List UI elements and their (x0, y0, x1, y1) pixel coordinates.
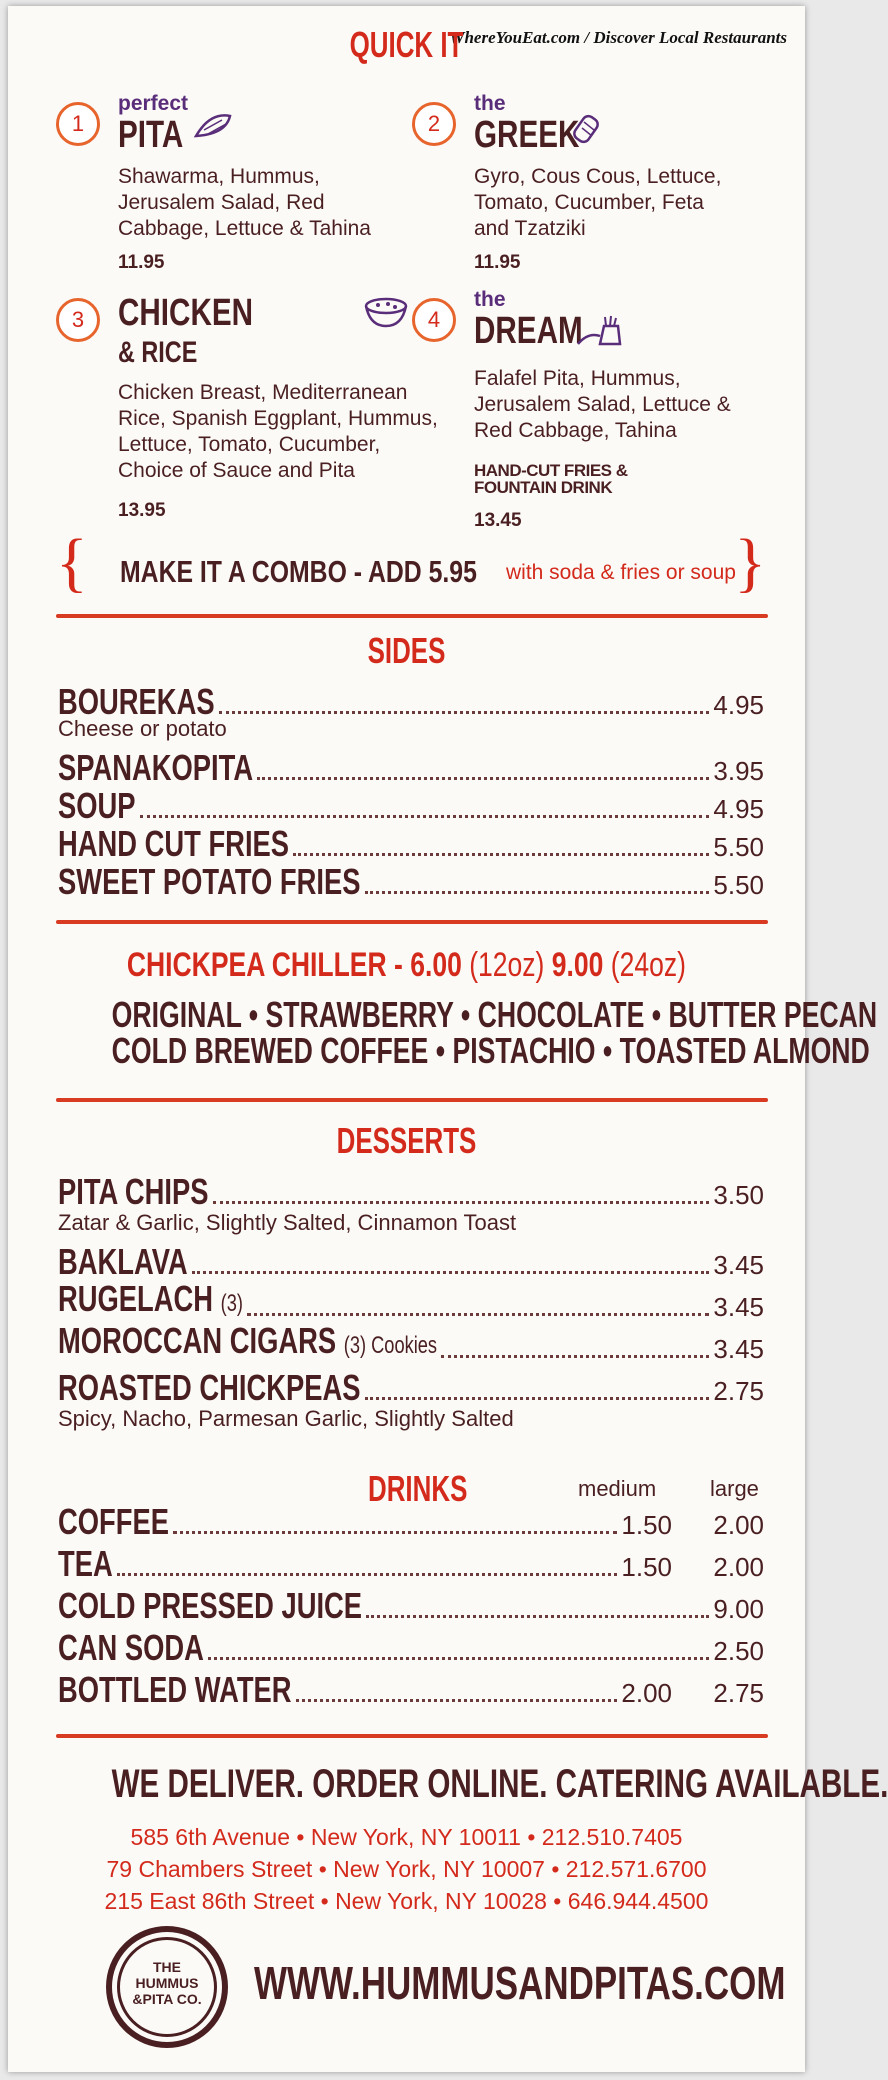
item-price: 13.95 (118, 500, 166, 521)
section-divider (56, 1734, 768, 1738)
chiller-flavors-line-1: ORIGINAL • STRAWBERRY • CHOCOLATE • BUTTER PECAN (111, 994, 878, 1035)
dot-leader (257, 777, 709, 780)
address-line: 79 Chambers Street • New York, NY 10007 • 212.571.6700 (106, 1856, 707, 1882)
price-medium: 1.50 (621, 1552, 672, 1582)
right-brace: } (734, 526, 766, 599)
item-number-badge: 1 (56, 102, 100, 146)
menu-row (58, 1241, 764, 1282)
item-name: DREAM (474, 310, 583, 352)
dot-leader (192, 1271, 710, 1274)
description-line: and Tzatziki (474, 217, 586, 240)
dot-leader (219, 711, 710, 714)
menu-row (58, 1501, 764, 1542)
menu-item-price: 3.45 (713, 1334, 764, 1364)
chiller-title-text: CHICKPEA CHILLER - 6.00 (126, 946, 462, 984)
extra-line: FOUNTAIN DRINK (474, 478, 613, 497)
menu-item-name (58, 861, 361, 902)
chiller-title (127, 946, 686, 985)
menu-item-label: BOTTLED WATER (58, 1669, 292, 1710)
menu-row (58, 1585, 764, 1626)
menu-item-note: (3) (220, 1290, 243, 1317)
description-line: Cabbage, Lettuce & Tahina (118, 217, 371, 240)
description-line: Tomato, Cucumber, Feta (474, 191, 704, 214)
description-line: Chicken Breast, Mediterranean (118, 381, 408, 404)
menu-item-price: 2.75 (713, 1376, 764, 1406)
menu-item-label: SOUP (58, 785, 136, 826)
item-extra (474, 462, 694, 496)
logo-line: THE (153, 1959, 181, 1975)
menu-row (58, 1278, 764, 1322)
item-price: 13.45 (474, 510, 522, 531)
watermark: WhereYouEat.com / Discover Local Restaurants (449, 28, 787, 47)
menu-row (58, 1627, 764, 1668)
item-price: 11.95 (474, 252, 521, 273)
dot-leader (247, 1313, 709, 1316)
item-name: CHICKEN (118, 292, 254, 334)
dot-leader (213, 1201, 710, 1204)
chiller-size-small: (12oz) (469, 946, 545, 984)
description-line: Jerusalem Salad, Red (118, 191, 325, 214)
menu-item-name (58, 1627, 204, 1668)
section-divider (56, 1098, 768, 1102)
menu-page (8, 6, 888, 2072)
section-divider (56, 920, 768, 924)
desserts-title: DESSERTS (336, 1120, 477, 1161)
item-name: PITA (118, 114, 184, 156)
chiller-flavors-line-2: COLD BREWED COFFEE • PISTACHIO • TOASTED ALMOND (111, 1030, 870, 1071)
menu-row (58, 861, 764, 902)
menu-item-name (58, 823, 290, 864)
price-large: 9.00 (713, 1594, 764, 1624)
dot-leader (365, 891, 710, 894)
item-name: GREEK (474, 114, 580, 156)
dot-leader (296, 1699, 618, 1702)
menu-item-name (58, 1171, 209, 1212)
price-large: 2.00 (713, 1510, 764, 1540)
combo-banner (56, 526, 766, 604)
menu-item-label: SWEET POTATO FRIES (58, 861, 361, 902)
quick-item-2 (412, 92, 742, 282)
menu-item-name (58, 681, 215, 722)
description-line: Red Cabbage, Tahina (474, 419, 677, 442)
price-medium: 1.50 (621, 1510, 672, 1540)
menu-item-description: Spicy, Nacho, Parmesan Garlic, Slightly Salted (58, 1406, 514, 1431)
menu-item-price: 3.50 (713, 1180, 764, 1210)
description-line: Rice, Spanish Eggplant, Hummus, (118, 407, 438, 430)
description-line: Shawarma, Hummus, (118, 165, 320, 188)
dot-leader (208, 1657, 709, 1660)
menu-item-note: (3) Cookies (343, 1332, 438, 1359)
combo-main: MAKE IT A COMBO - ADD 5.95 (120, 554, 477, 589)
menu-item-label: SPANAKOPITA (58, 747, 254, 788)
footer-tagline: WE DELIVER. ORDER ONLINE. CATERING AVAILABLE. (111, 1762, 888, 1806)
menu-item-price: 3.95 (713, 756, 764, 786)
menu-item-name (58, 747, 254, 788)
section-divider (56, 614, 768, 618)
dot-leader (293, 853, 709, 856)
chiller-size-large: (24oz) (610, 946, 687, 984)
menu-item-price: 4.95 (713, 690, 764, 720)
dot-leader (173, 1531, 617, 1534)
menu-item-price: 4.95 (713, 794, 764, 824)
menu-row (58, 1669, 764, 1710)
description-line: Jerusalem Salad, Lettuce & (474, 393, 731, 416)
menu-item-label: MOROCCAN CIGARS (58, 1320, 337, 1361)
item-description (474, 164, 794, 242)
combo-text (120, 554, 736, 590)
menu-item-label: COLD PRESSED JUICE (58, 1585, 363, 1626)
item-description (474, 366, 794, 444)
menu-item-price: 3.45 (713, 1292, 764, 1322)
item-description (118, 380, 458, 484)
item-prefix: the (474, 92, 506, 115)
bowl-icon (362, 296, 410, 330)
menu-item-name (58, 1543, 113, 1584)
drinks-title: DRINKS (368, 1468, 468, 1509)
menu-item-label: TEA (58, 1543, 113, 1584)
description-line: Lettuce, Tomato, Cucumber, (118, 433, 381, 456)
menu-item-name (58, 1241, 188, 1282)
price-large: 2.50 (713, 1636, 764, 1666)
dot-leader (365, 1397, 710, 1400)
price-large: 2.00 (713, 1552, 764, 1582)
dot-leader (366, 1615, 709, 1618)
logo-line: HUMMUS (135, 1975, 199, 1991)
menu-row (58, 681, 764, 722)
menu-row (58, 1543, 764, 1584)
menu-item-price: 5.50 (713, 832, 764, 862)
address-line: 215 East 86th Street • New York, NY 10028 • 646.944.4500 (104, 1888, 709, 1914)
dot-leader (441, 1355, 709, 1358)
item-price: 11.95 (118, 252, 165, 273)
menu-item-description: Zatar & Garlic, Slightly Salted, Cinnamon Toast (58, 1210, 517, 1235)
menu-item-name (58, 1585, 363, 1626)
menu-item-label: HAND CUT FRIES (58, 823, 290, 864)
fries-icon (574, 314, 624, 350)
item-number-badge: 2 (412, 102, 456, 146)
price-medium: 2.00 (621, 1678, 672, 1708)
description-line: Falafel Pita, Hummus, (474, 367, 681, 390)
menu-item-name (58, 1501, 169, 1542)
item-description (118, 164, 438, 242)
menu-item-label: PITA CHIPS (58, 1171, 209, 1212)
quick-item-4 (412, 288, 742, 538)
menu-item-label: RUGELACH (58, 1278, 214, 1319)
price-large: 2.75 (713, 1678, 764, 1708)
item-prefix: the (474, 288, 506, 311)
menu-item-name (58, 785, 136, 826)
hummus-pita-logo (106, 1926, 228, 2048)
menu-row (58, 1320, 764, 1364)
pita-icon (192, 110, 234, 144)
menu-item-name (58, 1367, 361, 1408)
sides-title: SIDES (367, 630, 446, 671)
menu-row (58, 785, 764, 826)
logo-line: &PITA CO. (132, 1991, 202, 2007)
left-brace: { (56, 526, 88, 599)
drinks-col-large: large (710, 1476, 759, 1501)
description-line: Choice of Sauce and Pita (118, 459, 355, 482)
menu-item-name (58, 1320, 438, 1364)
wrap-icon (570, 108, 610, 144)
dot-leader (140, 815, 710, 818)
website-link[interactable]: WWW.HUMMUSANDPITAS.COM (254, 1957, 786, 2009)
menu-row (58, 747, 764, 788)
menu-item-label: CAN SODA (58, 1627, 204, 1668)
item-number-badge: 4 (412, 298, 456, 342)
menu-row (58, 823, 764, 864)
quick-it-title: QUICK IT (349, 24, 464, 65)
menu-item-label: BAKLAVA (58, 1241, 188, 1282)
description-line: Gyro, Cous Cous, Lettuce, (474, 165, 722, 188)
address-line: 585 6th Avenue • New York, NY 10011 • 212.510.7405 (130, 1824, 683, 1850)
menu-item-price: 5.50 (713, 870, 764, 900)
dot-leader (117, 1573, 618, 1576)
item-subname: & RICE (118, 336, 198, 369)
menu-item-name (58, 1278, 243, 1322)
drinks-col-medium: medium (578, 1476, 657, 1501)
extra-line: HAND-CUT FRIES & (474, 461, 628, 480)
menu-row (58, 1367, 764, 1408)
combo-detail: with soda & fries or soup (506, 561, 736, 584)
quick-item-3 (56, 292, 438, 528)
chiller-price-large: 9.00 (551, 946, 604, 984)
chiller-title-row (8, 946, 805, 985)
menu-item-label: ROASTED CHICKPEAS (58, 1367, 361, 1408)
menu-row (58, 1171, 764, 1212)
item-prefix: perfect (118, 92, 189, 115)
quick-item-1 (56, 92, 386, 282)
menu-item-label: BOUREKAS (58, 681, 215, 722)
menu-item-description: Cheese or potato (58, 716, 227, 741)
item-number-badge: 3 (56, 298, 100, 342)
menu-item-label: COFFEE (58, 1501, 169, 1542)
menu-item-price: 3.45 (713, 1250, 764, 1280)
menu-item-name (58, 1669, 292, 1710)
